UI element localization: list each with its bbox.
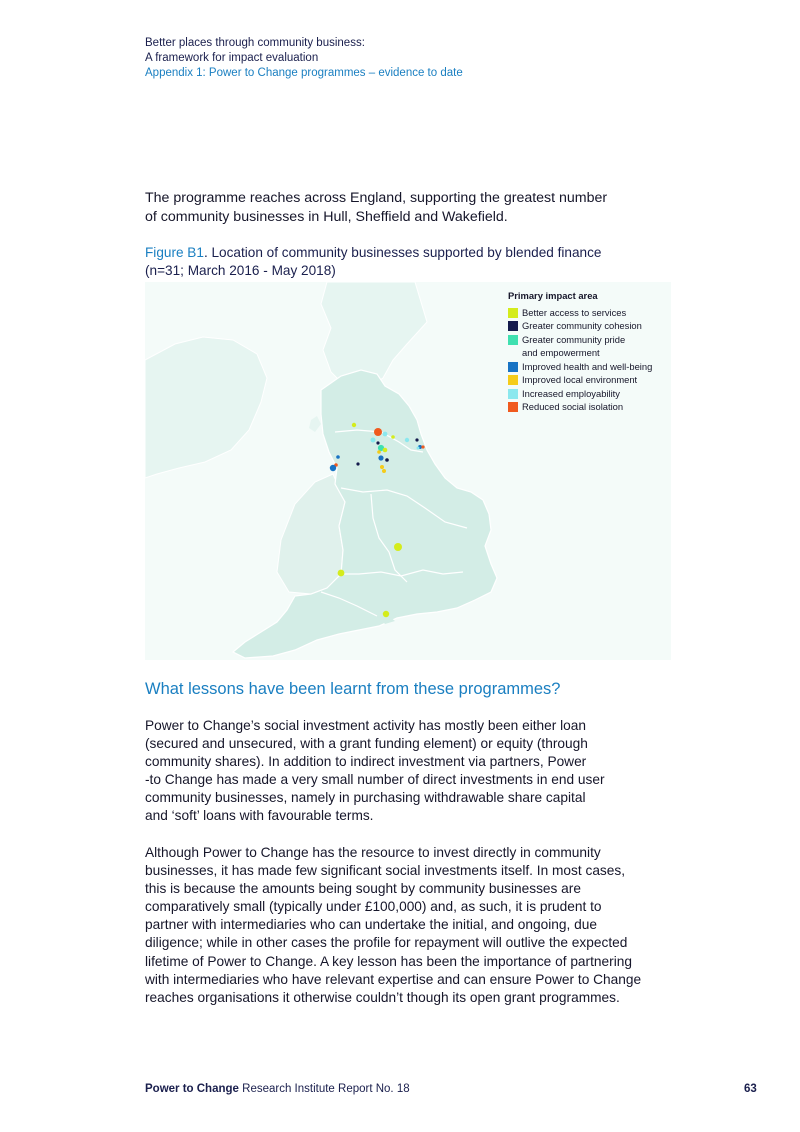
map-marker bbox=[338, 570, 345, 577]
legend-item bbox=[508, 387, 682, 401]
legend-swatch bbox=[508, 389, 518, 399]
paragraph-1-line: (secured and unsecured, with a grant funding element) or equity (through bbox=[145, 736, 588, 752]
legend-item bbox=[508, 333, 682, 360]
map-marker bbox=[374, 428, 382, 436]
section-heading: What lessons have been learnt from these programmes? bbox=[145, 680, 561, 698]
legend-item bbox=[508, 360, 682, 374]
running-header bbox=[145, 36, 463, 81]
map-marker bbox=[377, 450, 381, 454]
legend-swatch bbox=[508, 321, 518, 331]
map-marker bbox=[383, 432, 388, 437]
header-line-2: A framework for impact evaluation bbox=[145, 52, 319, 64]
legend-label: Increased employability bbox=[522, 387, 620, 399]
map-marker bbox=[382, 469, 386, 473]
legend-item bbox=[508, 319, 682, 333]
page-number: 63 bbox=[744, 1083, 757, 1095]
legend-item bbox=[508, 373, 682, 387]
paragraph-1-line: -to Change has made a very small number of direct investments in end user bbox=[145, 772, 605, 788]
legend-label: Greater community cohesion bbox=[522, 320, 642, 331]
map-marker bbox=[383, 611, 389, 617]
map-marker bbox=[394, 543, 402, 551]
legend-label: Improved health and well-being bbox=[522, 360, 653, 372]
map-marker bbox=[356, 462, 359, 465]
legend-label: Better access to services bbox=[522, 306, 627, 318]
legend-swatch bbox=[508, 402, 518, 412]
figure-caption-line-1: . Location of community businesses supported by blended finance bbox=[203, 245, 602, 260]
legend-swatch bbox=[508, 335, 518, 345]
map-marker bbox=[415, 438, 418, 441]
legend-item bbox=[508, 400, 682, 414]
paragraph-2-line: comparatively small (typically under £100,000) and, as such, it is prudent to bbox=[145, 899, 602, 915]
figure-caption-line-2: (n=31; March 2016 - May 2018) bbox=[145, 263, 336, 278]
map-marker bbox=[421, 445, 424, 448]
paragraph-2-line: partner with intermediaries who can undertake the initial, and ongoing, due bbox=[145, 917, 597, 933]
legend-label: Improved local environment bbox=[522, 374, 638, 385]
paragraph-2 bbox=[145, 844, 670, 1007]
paragraph-1-line: community businesses, namely in purchasing withdrawable share capital bbox=[145, 790, 586, 806]
intro-line-1: The programme reaches across England, supporting the greatest number bbox=[145, 190, 608, 206]
paragraph-1-line: and ‘soft’ loans with favourable terms. bbox=[145, 808, 374, 824]
map-marker bbox=[405, 438, 409, 442]
paragraph-2-line: Although Power to Change has the resource to invest directly in community bbox=[145, 845, 601, 860]
map-marker bbox=[352, 423, 356, 427]
header-line-1: Better places through community business: bbox=[145, 37, 365, 49]
paragraph-2-line: reaches organisations it otherwise couldn’t though its open grant programmes. bbox=[145, 989, 620, 1005]
legend-title: Primary impact area bbox=[508, 290, 598, 301]
paragraph-2-line: businesses, it has made few significant social investments itself. In most cases, bbox=[145, 863, 626, 879]
figure-caption bbox=[145, 244, 665, 280]
footer-brand: Power to Change bbox=[145, 1083, 239, 1095]
legend-label-continued: and empowerment bbox=[522, 347, 600, 358]
map-marker bbox=[371, 438, 376, 443]
map-marker bbox=[417, 447, 420, 450]
paragraph-1 bbox=[145, 717, 670, 826]
footer-report: Research Institute Report No. 18 bbox=[238, 1083, 410, 1095]
map-marker bbox=[376, 441, 379, 444]
legend-label: Reduced social isolation bbox=[522, 401, 624, 412]
header-line-3: Appendix 1: Power to Change programmes – evidence to date bbox=[145, 67, 463, 79]
map-legend bbox=[508, 289, 682, 414]
map-marker bbox=[336, 455, 340, 459]
intro-line-2: of community businesses in Hull, Sheffield and Wakefield. bbox=[145, 209, 508, 225]
legend-item bbox=[508, 306, 682, 320]
intro-text bbox=[145, 189, 665, 227]
paragraph-2-line: lifetime of Power to Change. A key lesson has been the importance of partnering bbox=[145, 953, 632, 969]
map-marker bbox=[391, 435, 395, 439]
paragraph-2-line: diligence; while in other cases the profile for repayment will outlive the expected bbox=[145, 935, 628, 951]
legend-swatch bbox=[508, 375, 518, 385]
legend-swatch bbox=[508, 308, 518, 318]
map-marker bbox=[385, 458, 389, 462]
footer bbox=[145, 1083, 410, 1095]
map-marker bbox=[330, 465, 336, 471]
legend-swatch bbox=[508, 362, 518, 372]
map-marker bbox=[378, 455, 383, 460]
paragraph-2-line: with intermediaries who have relevant expertise and can ensure Power to Change bbox=[145, 971, 642, 987]
map-marker bbox=[380, 465, 384, 469]
paragraph-1-line: community shares). In addition to indirect investment via partners, Power bbox=[145, 754, 587, 770]
paragraph-2-line: this is because the amounts being sought by community businesses are bbox=[145, 881, 581, 897]
figure-label: Figure B1 bbox=[145, 245, 204, 260]
paragraph-1-line: Power to Change’s social investment activity has mostly been either loan bbox=[145, 718, 587, 733]
map-marker bbox=[383, 448, 388, 453]
legend-label: Greater community pride bbox=[522, 333, 626, 345]
